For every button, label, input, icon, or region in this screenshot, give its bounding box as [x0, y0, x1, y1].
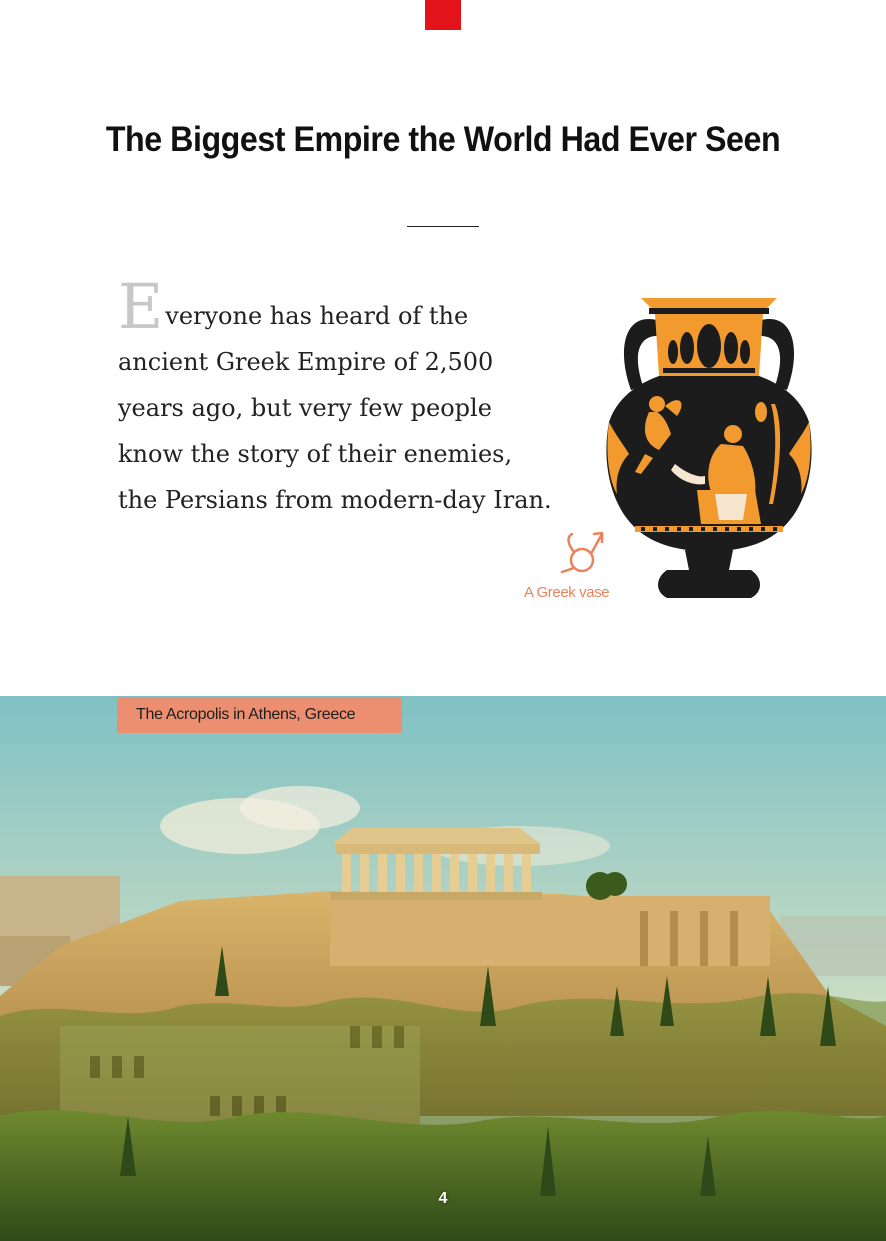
pointer-arrow-icon [558, 528, 606, 576]
acropolis-photo-illustration [0, 696, 886, 1241]
greek-vase-illustration [605, 294, 815, 604]
drop-cap: E [118, 270, 164, 343]
vase-icon [605, 294, 815, 604]
intro-paragraph [118, 270, 558, 523]
page-title: The Biggest Empire the World Had Ever Seen [105, 120, 781, 159]
acropolis-photo [0, 696, 886, 1241]
page-number: 4 [438, 1190, 448, 1207]
photo-caption-label: The Acropolis in Athens, Greece [117, 697, 402, 733]
vase-caption: A Greek vase [524, 584, 610, 601]
title-divider [407, 226, 479, 227]
red-tab-marker [425, 0, 461, 30]
intro-text: veryone has heard of the ancient Greek Empire of 2,500 years ago, but very few people know the story of their enemies, the Persians from modern-day Iran. [118, 302, 552, 514]
